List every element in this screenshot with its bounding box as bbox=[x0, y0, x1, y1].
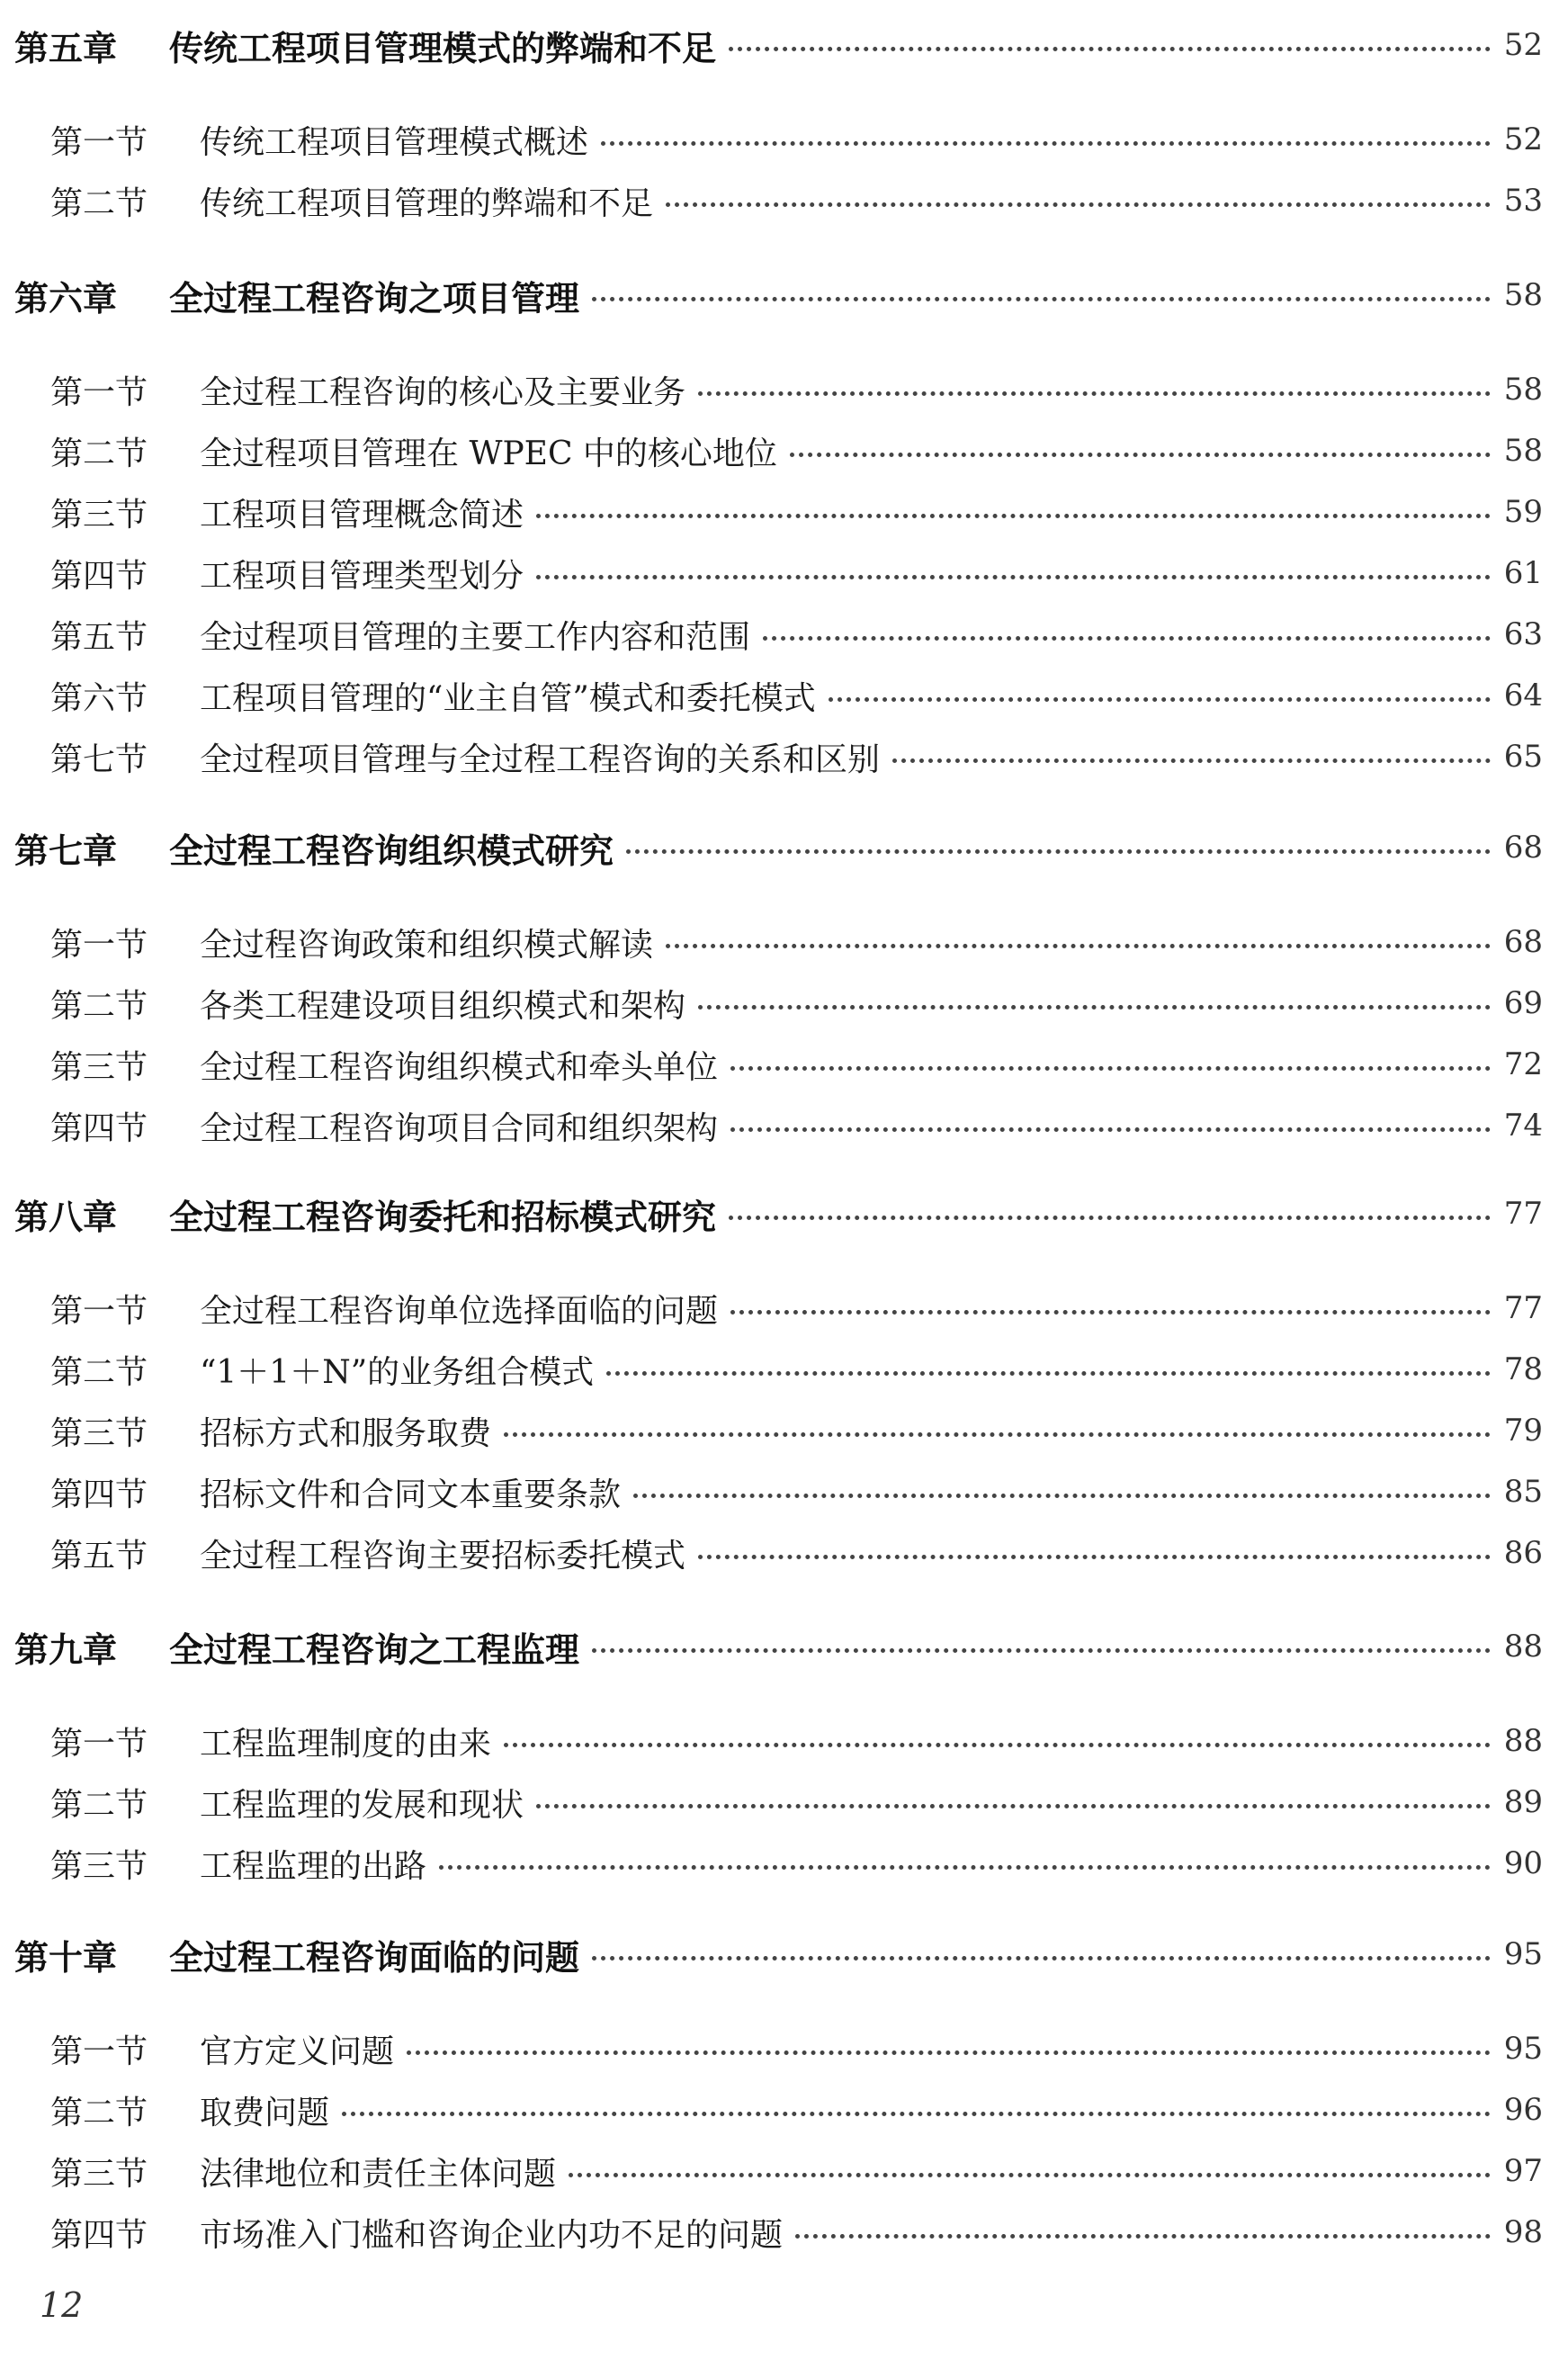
section-row-number: 第五节 bbox=[50, 618, 148, 656]
section-row-number: 第二节 bbox=[50, 435, 148, 472]
section-row[interactable] bbox=[0, 546, 1568, 600]
section-row-page: 78 bbox=[1503, 1351, 1543, 1387]
section-row-page: 97 bbox=[1503, 2153, 1543, 2189]
section-row-number: 第一节 bbox=[50, 1725, 148, 1763]
section-row-title: 各类工程建设项目组织模式和架构 bbox=[200, 987, 686, 1025]
section-row-page: 69 bbox=[1503, 985, 1543, 1021]
chapter-row-page: 58 bbox=[1503, 277, 1543, 313]
section-row-page: 58 bbox=[1503, 433, 1543, 469]
dot-leader bbox=[633, 1494, 1491, 1498]
dot-leader bbox=[698, 1555, 1491, 1559]
section-row-page: 98 bbox=[1503, 2214, 1543, 2250]
section-row[interactable] bbox=[0, 1037, 1568, 1091]
section-row-title: 招标方式和服务取费 bbox=[200, 1414, 492, 1452]
chapter-row-number: 第七章 bbox=[14, 830, 118, 871]
dot-leader bbox=[729, 47, 1491, 51]
chapter-row[interactable] bbox=[0, 821, 1568, 875]
section-row[interactable] bbox=[0, 1526, 1568, 1580]
section-row[interactable] bbox=[0, 915, 1568, 969]
dot-leader bbox=[730, 1066, 1491, 1071]
section-row-title: 传统工程项目管理模式概述 bbox=[200, 123, 589, 161]
section-row-title: 全过程项目管理在 WPEC 中的核心地位 bbox=[200, 435, 777, 472]
section-row-page: 68 bbox=[1503, 924, 1543, 960]
section-row-title: 全过程工程咨询主要招标委托模式 bbox=[200, 1537, 686, 1575]
dot-leader bbox=[504, 1743, 1491, 1747]
section-row-page: 95 bbox=[1503, 2031, 1543, 2067]
dot-leader bbox=[698, 391, 1491, 396]
section-row-title: 招标文件和合同文本重要条款 bbox=[200, 1476, 622, 1513]
dot-leader bbox=[730, 1310, 1491, 1315]
section-row[interactable] bbox=[0, 1342, 1568, 1396]
section-row-number: 第四节 bbox=[50, 1109, 148, 1147]
dot-leader bbox=[592, 1956, 1491, 1961]
section-row[interactable] bbox=[0, 1836, 1568, 1890]
section-row-title: 工程监理的出路 bbox=[200, 1847, 427, 1885]
chapter-row-page: 95 bbox=[1503, 1936, 1543, 1972]
section-row-title: 工程项目管理概念简述 bbox=[200, 496, 524, 534]
section-row[interactable] bbox=[0, 1404, 1568, 1458]
chapter-row[interactable] bbox=[0, 1927, 1568, 1981]
section-row-title: 全过程工程咨询组织模式和牵头单位 bbox=[200, 1048, 719, 1086]
section-row-page: 88 bbox=[1503, 1723, 1543, 1759]
section-row-number: 第六节 bbox=[50, 679, 148, 717]
section-row[interactable] bbox=[0, 1775, 1568, 1829]
section-row-title: 全过程工程咨询项目合同和组织架构 bbox=[200, 1109, 719, 1147]
chapter-row-title: 传统工程项目管理模式的弊端和不足 bbox=[169, 28, 717, 68]
dot-leader bbox=[342, 2112, 1491, 2116]
section-row[interactable] bbox=[0, 976, 1568, 1030]
section-row[interactable] bbox=[0, 1714, 1568, 1768]
section-row[interactable] bbox=[0, 669, 1568, 722]
section-row-page: 85 bbox=[1503, 1474, 1543, 1510]
dot-leader bbox=[606, 1371, 1491, 1376]
section-row-number: 第一节 bbox=[50, 1292, 148, 1330]
section-row-title: 市场准入门槛和咨询企业内功不足的问题 bbox=[200, 2216, 784, 2254]
dot-leader bbox=[698, 1005, 1491, 1010]
section-row-page: 79 bbox=[1503, 1413, 1543, 1449]
chapter-row-title: 全过程工程咨询之工程监理 bbox=[169, 1629, 580, 1670]
chapter-row-title: 全过程工程咨询之项目管理 bbox=[169, 278, 580, 319]
section-row[interactable] bbox=[0, 2205, 1568, 2259]
dot-leader bbox=[892, 758, 1491, 763]
section-row-number: 第二节 bbox=[50, 1353, 148, 1391]
section-row-page: 58 bbox=[1503, 372, 1543, 408]
section-row[interactable] bbox=[0, 112, 1568, 166]
section-row-page: 59 bbox=[1503, 494, 1543, 530]
section-row-page: 74 bbox=[1503, 1108, 1543, 1144]
section-row[interactable] bbox=[0, 730, 1568, 784]
section-row-number: 第二节 bbox=[50, 987, 148, 1025]
section-row-number: 第二节 bbox=[50, 2094, 148, 2131]
section-row-page: 72 bbox=[1503, 1046, 1543, 1082]
section-row-number: 第一节 bbox=[50, 926, 148, 964]
chapter-row-title: 全过程工程咨询面临的问题 bbox=[169, 1937, 580, 1978]
section-row-title: 工程项目管理类型划分 bbox=[200, 557, 524, 595]
chapter-row-title: 全过程工程咨询委托和招标模式研究 bbox=[169, 1197, 717, 1237]
section-row-number: 第五节 bbox=[50, 1537, 148, 1575]
section-row-title: 官方定义问题 bbox=[200, 2032, 395, 2070]
dot-leader bbox=[829, 697, 1491, 702]
section-row-number: 第二节 bbox=[50, 184, 148, 222]
dot-leader bbox=[601, 141, 1491, 146]
section-row-page: 77 bbox=[1503, 1290, 1543, 1326]
dot-leader bbox=[790, 453, 1491, 457]
chapter-row-page: 88 bbox=[1503, 1629, 1543, 1665]
dot-leader bbox=[729, 1216, 1491, 1220]
section-row[interactable] bbox=[0, 2083, 1568, 2137]
section-row-page: 90 bbox=[1503, 1845, 1543, 1881]
dot-leader bbox=[626, 849, 1491, 854]
section-row-page: 96 bbox=[1503, 2092, 1543, 2128]
section-row-page: 64 bbox=[1503, 677, 1543, 713]
dot-leader bbox=[592, 297, 1491, 301]
chapter-row[interactable] bbox=[0, 268, 1568, 322]
section-row-title: 全过程工程咨询单位选择面临的问题 bbox=[200, 1292, 719, 1330]
section-row-title: “1＋1＋N”的业务组合模式 bbox=[200, 1353, 595, 1391]
section-row-number: 第二节 bbox=[50, 1786, 148, 1824]
section-row-page: 89 bbox=[1503, 1784, 1543, 1820]
section-row[interactable] bbox=[0, 607, 1568, 661]
section-row-number: 第四节 bbox=[50, 1476, 148, 1513]
chapter-row-number: 第八章 bbox=[14, 1197, 118, 1237]
chapter-row[interactable] bbox=[0, 1620, 1568, 1674]
section-row-number: 第一节 bbox=[50, 123, 148, 161]
section-row[interactable] bbox=[0, 485, 1568, 539]
section-row-number: 第三节 bbox=[50, 1847, 148, 1885]
dot-leader bbox=[763, 636, 1491, 641]
dot-leader bbox=[730, 1127, 1491, 1132]
chapter-row[interactable] bbox=[0, 18, 1568, 72]
dot-leader bbox=[439, 1865, 1491, 1870]
section-row-number: 第三节 bbox=[50, 496, 148, 534]
dot-leader bbox=[536, 1804, 1491, 1808]
dot-leader bbox=[666, 944, 1491, 948]
section-row[interactable] bbox=[0, 1281, 1568, 1335]
section-row-number: 第一节 bbox=[50, 373, 148, 411]
dot-leader bbox=[666, 202, 1491, 207]
chapter-row-number: 第六章 bbox=[14, 278, 118, 319]
chapter-row[interactable] bbox=[0, 1187, 1568, 1241]
section-row-number: 第四节 bbox=[50, 2216, 148, 2254]
section-row[interactable] bbox=[0, 424, 1568, 478]
section-row[interactable] bbox=[0, 1099, 1568, 1153]
section-row-title: 全过程工程咨询的核心及主要业务 bbox=[200, 373, 686, 411]
dot-leader bbox=[504, 1432, 1491, 1437]
section-row-title: 全过程咨询政策和组织模式解读 bbox=[200, 926, 654, 964]
chapter-row-number: 第十章 bbox=[14, 1937, 118, 1978]
section-row-number: 第四节 bbox=[50, 557, 148, 595]
section-row-page: 52 bbox=[1503, 121, 1543, 157]
chapter-row-page: 77 bbox=[1503, 1196, 1543, 1232]
chapter-row-number: 第九章 bbox=[14, 1629, 118, 1670]
section-row-title: 传统工程项目管理的弊端和不足 bbox=[200, 184, 654, 222]
section-row[interactable] bbox=[0, 174, 1568, 228]
chapter-row-page: 52 bbox=[1503, 27, 1543, 63]
section-row[interactable] bbox=[0, 1465, 1568, 1519]
section-row-title: 全过程项目管理的主要工作内容和范围 bbox=[200, 618, 751, 656]
section-row-title: 法律地位和责任主体问题 bbox=[200, 2155, 557, 2193]
section-row-number: 第一节 bbox=[50, 2032, 148, 2070]
section-row[interactable] bbox=[0, 363, 1568, 417]
dot-leader bbox=[536, 575, 1491, 579]
section-row[interactable] bbox=[0, 2144, 1568, 2198]
dot-leader bbox=[536, 514, 1491, 518]
section-row-page: 65 bbox=[1503, 739, 1543, 775]
dot-leader bbox=[795, 2234, 1491, 2239]
page-number: 12 bbox=[40, 2285, 84, 2325]
section-row-title: 工程项目管理的“业主自管”模式和委托模式 bbox=[200, 679, 816, 717]
section-row-number: 第三节 bbox=[50, 1414, 148, 1452]
section-row[interactable] bbox=[0, 2022, 1568, 2076]
dot-leader bbox=[407, 2050, 1491, 2055]
section-row-page: 61 bbox=[1503, 555, 1543, 591]
chapter-row-title: 全过程工程咨询组织模式研究 bbox=[169, 830, 614, 871]
section-row-number: 第七节 bbox=[50, 740, 148, 778]
section-row-number: 第三节 bbox=[50, 1048, 148, 1086]
chapter-row-page: 68 bbox=[1503, 830, 1543, 866]
section-row-page: 86 bbox=[1503, 1535, 1543, 1571]
section-row-title: 全过程项目管理与全过程工程咨询的关系和区别 bbox=[200, 740, 881, 778]
section-row-title: 工程监理的发展和现状 bbox=[200, 1786, 524, 1824]
section-row-title: 工程监理制度的由来 bbox=[200, 1725, 492, 1763]
section-row-title: 取费问题 bbox=[200, 2094, 330, 2131]
dot-leader bbox=[569, 2173, 1491, 2177]
chapter-row-number: 第五章 bbox=[14, 28, 118, 68]
section-row-number: 第三节 bbox=[50, 2155, 148, 2193]
dot-leader bbox=[592, 1648, 1491, 1653]
section-row-page: 63 bbox=[1503, 616, 1543, 652]
section-row-page: 53 bbox=[1503, 183, 1543, 219]
